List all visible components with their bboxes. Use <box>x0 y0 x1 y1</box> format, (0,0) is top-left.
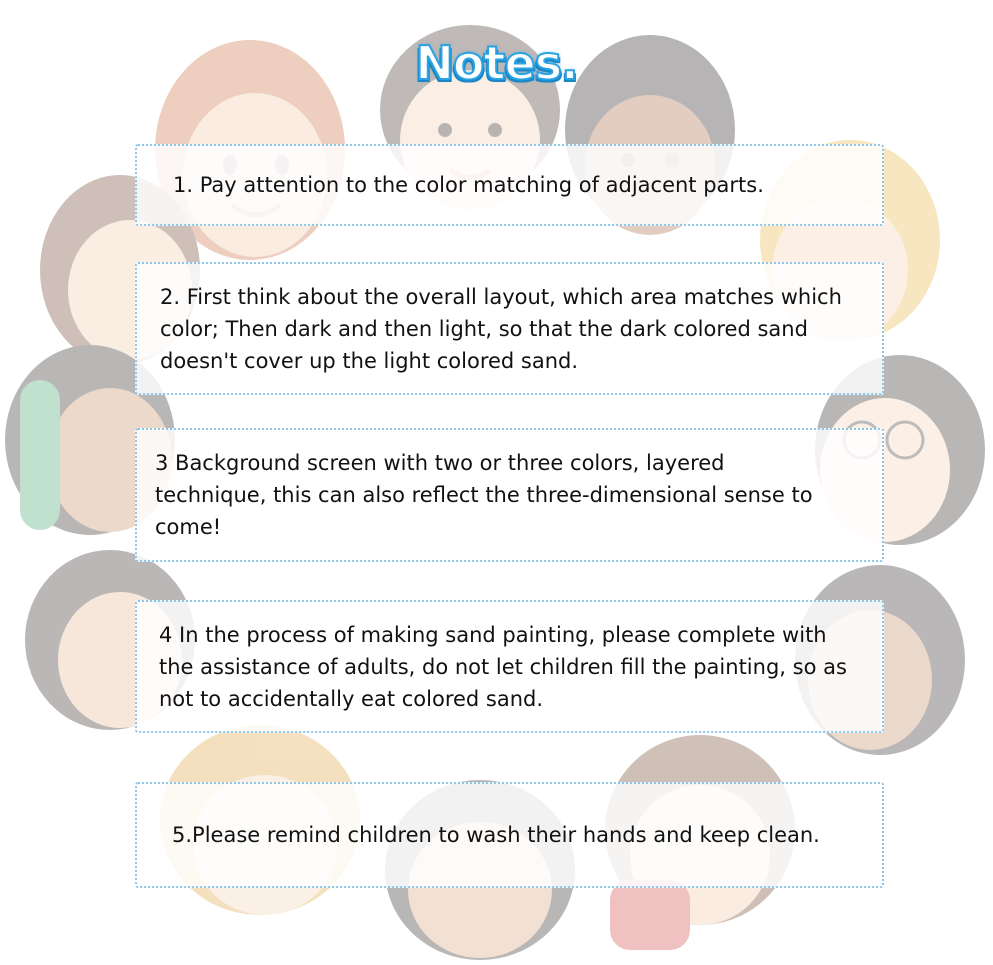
note-box-5 <box>135 782 884 888</box>
note-text-4: 4 In the process of making sand painting, please complete with the assistance of adults, do not let children fill the painting, so as not to accidentally eat colored sand. <box>159 622 847 711</box>
note-text-1: 1. Pay attention to the color matching of adjacent parts. <box>173 173 764 197</box>
page-title: Notes. <box>415 36 578 90</box>
note-text-2: 2. First think about the overall layout, which area matches which color; Then dark and then light, so that the dark colored sand doesn't cover up the light colored sand. <box>160 284 842 373</box>
note-box-2 <box>135 262 884 395</box>
note-box-4 <box>135 600 884 733</box>
note-box-1 <box>135 144 884 226</box>
note-text-3: 3 Background screen with two or three colors, layered technique, this can also reflect the three-dimensional sense to come! <box>155 451 813 539</box>
note-box-3 <box>135 428 884 562</box>
note-text-5: 5.Please remind children to wash their hands and keep clean. <box>172 823 820 847</box>
